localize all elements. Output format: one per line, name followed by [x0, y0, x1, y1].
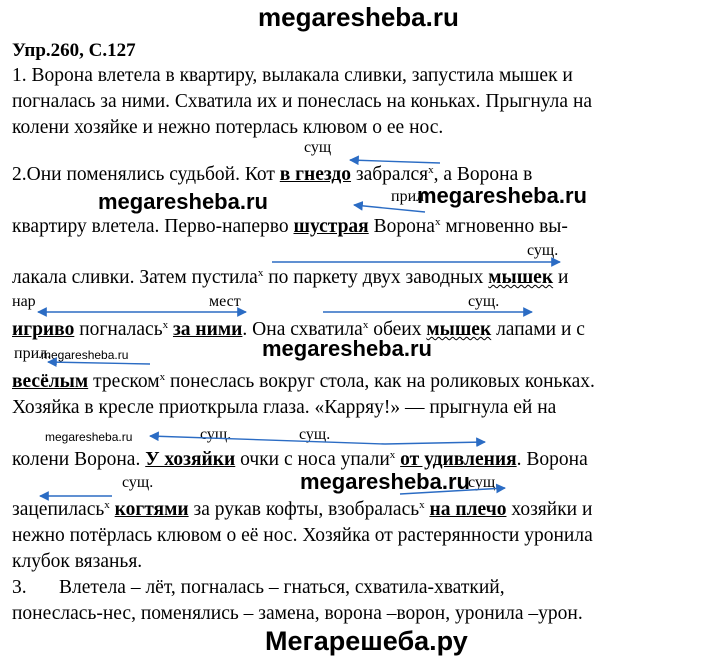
- task2-line-10: клубок вязанья.: [12, 551, 143, 572]
- task2-line-5: весёлым треском$^x$ понеслась вокруг стола, как на роликовых коньках.: [12, 371, 595, 392]
- watermark-center-2: megaresheba.ru: [300, 469, 470, 494]
- label-mest: мест: [209, 293, 241, 310]
- watermark-center-1: megaresheba.ru: [262, 336, 432, 361]
- label-sushch-1: сущ: [304, 139, 332, 156]
- arrow-11: [400, 488, 505, 494]
- task3-number: 3.: [12, 577, 27, 598]
- task1-line-3: колени хозяйке и нежно потерлась клювом о ее нос.: [12, 117, 444, 138]
- task2-line-3: лакала сливки. Затем пустила$^x$ по паркету двух заводных мышек и: [12, 267, 569, 288]
- label-sushch-3: сущ.: [468, 293, 500, 310]
- watermark-bottom: Мегарешеба.ру: [265, 626, 468, 656]
- label-sushch-6: сущ.: [122, 474, 154, 491]
- task2-line-4: игриво погналась$^x$ за ними. Она схватила$^x$ обеих мышек лапами и с: [12, 319, 585, 340]
- task2-line-7: колени Ворона. У хозяйки очки с носа упали$^x$ от удивления. Ворона: [12, 449, 588, 470]
- label-sushch-4: сущ.: [200, 426, 232, 443]
- watermark-small-2: megaresheba.ru: [45, 430, 133, 444]
- watermark-top: megaresheba.ru: [258, 2, 459, 32]
- arrow-1: [350, 160, 440, 163]
- label-sushch-5: сущ.: [299, 426, 331, 443]
- watermark-right-1: megaresheba.ru: [417, 183, 587, 208]
- exercise-heading: Упр.260, С.127: [12, 40, 136, 61]
- task2-line-8: зацепилась$^x$ когтями за рукав кофты, взобралась$^x$ на плечо хозяйки и: [12, 499, 593, 520]
- task2-line-6: Хозяйка в кресле приоткрыла глаза. «Карряу!» — прыгнула ей на: [12, 397, 557, 418]
- task2-line-1: 2.Они поменялись судьбой. Кот в гнездо забрался$^x$, а Ворона в: [12, 164, 533, 185]
- arrow-8: [150, 436, 385, 444]
- task2-line-2: квартиру влетела. Перво-наперво шустрая Ворона$^x$ мгновенно вы-: [12, 216, 568, 237]
- label-nar: нар: [12, 293, 36, 310]
- arrow-2: [354, 205, 425, 212]
- task3-line-2: понеслась-нес, поменялись – замена, ворона –ворон, уронила –урон.: [12, 603, 583, 624]
- task1-line-2: погналась за ними. Схватила их и понеслась на коньках. Прыгнула на: [12, 91, 593, 112]
- label-sushch-2: сущ.: [527, 242, 559, 259]
- label-sushch-7: сущ.: [468, 474, 500, 491]
- watermark-left-1: megaresheba.ru: [98, 189, 268, 214]
- label-pril-1: прил: [391, 188, 425, 205]
- arrow-9: [385, 442, 485, 444]
- task1-line-1: 1. Ворона влетела в квартиру, вылакала сливки, запустила мышек и: [12, 65, 573, 86]
- task3-line-1: Влетела – лёт, погналась – гнаться, схватила-хваткий,: [59, 577, 505, 598]
- task2-line-9: нежно потёрлась клювом о её нос. Хозяйка от растерянности уронила: [12, 525, 593, 546]
- label-pril-2: прил.: [14, 345, 52, 362]
- watermark-small-1: megaresheba.ru: [41, 348, 129, 362]
- arrow-7: [48, 362, 150, 364]
